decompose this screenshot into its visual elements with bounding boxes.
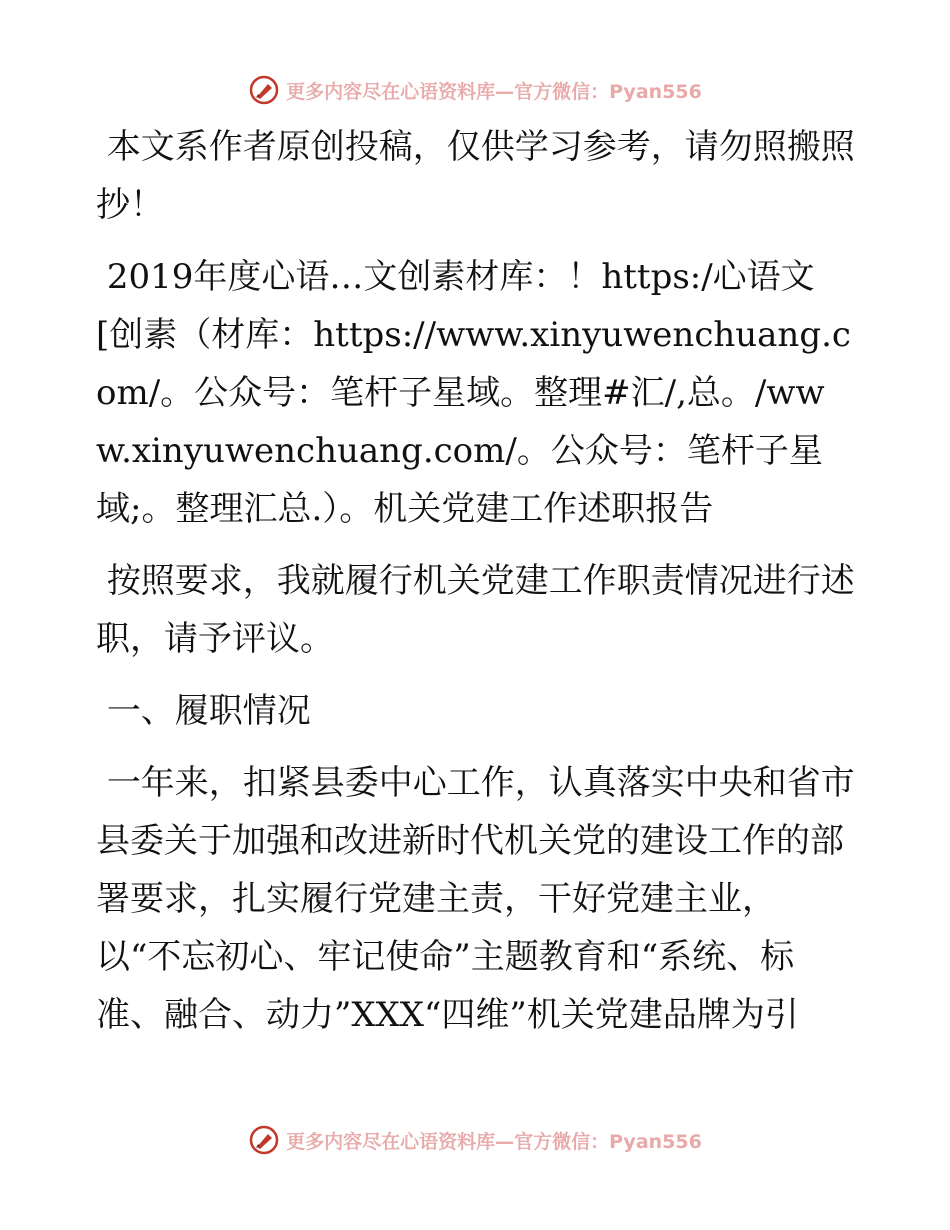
header-banner — [0, 70, 950, 110]
paragraph-source-title: 2019年度心语…文创素材库：！https:/心语文[创素（材库：https://www.xinyuwenchuang.com/。公众号：笔杆子星域。整理#汇/,总。/www.xinyuwenchuang.com/。公众号：笔杆子星域;。整理汇总.）。机关党建工作述职报告 — [96, 257, 851, 529]
section-heading: 一、履职情况 — [96, 691, 311, 731]
paragraph-body: 一年来，扣紧县委中心工作，认真落实中央和省市县委关于加强和改进新时代机关党的建设工作的部署要求，扎实履行党建主责，干好党建主业，以“不忘初心、牢记使命”主题教育和“系统、标准、融合、动力”XXX“四维”机关党建品牌为引 — [96, 763, 855, 1035]
document-body — [96, 118, 856, 1058]
footer-banner-text: 更多内容尽在心语资料库—官方微信：Pyan556 — [286, 1130, 702, 1153]
pen-nib-logo-icon — [248, 1124, 280, 1156]
pen-nib-logo-icon — [248, 74, 280, 106]
footer-banner — [0, 1120, 950, 1160]
paragraph-disclaimer: 本文系作者原创投稿，仅供学习参考，请勿照搬照抄！ — [96, 127, 855, 225]
header-banner-text: 更多内容尽在心语资料库—官方微信：Pyan556 — [286, 80, 702, 103]
paragraph-intro: 按照要求，我就履行机关党建工作职责情况进行述职，请予评议。 — [96, 561, 855, 659]
